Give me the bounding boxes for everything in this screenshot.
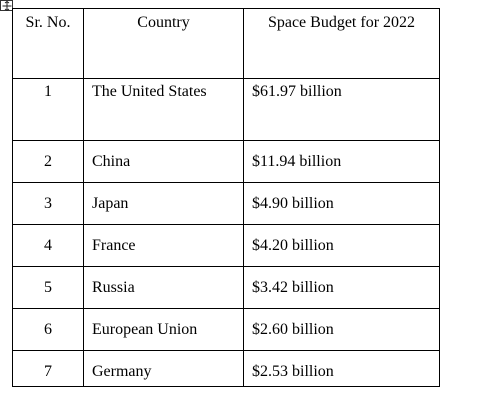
cell-sr-no-text: 6 <box>44 321 52 338</box>
cell-country-text: Germany <box>92 363 152 380</box>
table-row <box>13 183 440 225</box>
table-row <box>13 267 440 309</box>
cell-country-text: Russia <box>92 279 135 296</box>
table-header-row <box>13 9 440 79</box>
cell-budget-text: $4.90 billion <box>252 195 334 212</box>
table-row <box>13 309 440 351</box>
cell-country-text: China <box>92 153 131 170</box>
cell-country <box>84 267 244 309</box>
cell-sr-no <box>13 141 84 183</box>
cell-sr-no <box>13 225 84 267</box>
header-space-budget-label: Space Budget for 2022 <box>267 14 416 31</box>
cell-budget <box>244 267 440 309</box>
cell-sr-no <box>13 79 84 141</box>
cell-sr-no <box>13 183 84 225</box>
cell-sr-no-text: 7 <box>44 363 52 380</box>
cell-country <box>84 79 244 141</box>
header-country-label: Country <box>137 14 190 31</box>
table-row <box>13 351 440 387</box>
cell-budget-text: $61.97 billion <box>252 83 342 100</box>
cell-country-text: France <box>92 237 136 254</box>
cell-budget <box>244 309 440 351</box>
cell-budget-text: $4.20 billion <box>252 237 334 254</box>
cell-budget <box>244 183 440 225</box>
cell-sr-no-text: 1 <box>44 83 52 100</box>
cell-budget-text: $11.94 billion <box>252 153 342 170</box>
cell-country <box>84 309 244 351</box>
cell-budget <box>244 225 440 267</box>
cell-country-text: Japan <box>92 195 129 212</box>
cell-country <box>84 351 244 387</box>
cell-sr-no-text: 4 <box>44 237 52 254</box>
cell-sr-no-text: 3 <box>44 195 52 212</box>
cell-budget <box>244 351 440 387</box>
space-budget-table <box>12 8 440 387</box>
table-row <box>13 141 440 183</box>
cell-sr-no-text: 2 <box>44 153 52 170</box>
header-country <box>84 9 244 79</box>
cell-budget-text: $2.53 billion <box>252 363 334 380</box>
cell-budget-text: $3.42 billion <box>252 279 334 296</box>
cell-country <box>84 141 244 183</box>
cell-budget <box>244 141 440 183</box>
table-row <box>13 79 440 141</box>
table-move-icon <box>2 1 12 11</box>
table-row <box>13 225 440 267</box>
cell-country <box>84 183 244 225</box>
cell-country-text: European Union <box>92 321 198 338</box>
cell-sr-no <box>13 267 84 309</box>
cell-sr-no-text: 5 <box>44 279 52 296</box>
cell-budget-text: $2.60 billion <box>252 321 334 338</box>
cell-budget <box>244 79 440 141</box>
cell-country <box>84 225 244 267</box>
cell-country-text: The United States <box>92 83 207 100</box>
header-space-budget <box>244 9 440 79</box>
cell-sr-no <box>13 309 84 351</box>
header-sr-no-label: Sr. No. <box>25 14 71 31</box>
cell-sr-no <box>13 351 84 387</box>
header-sr-no <box>13 9 84 79</box>
